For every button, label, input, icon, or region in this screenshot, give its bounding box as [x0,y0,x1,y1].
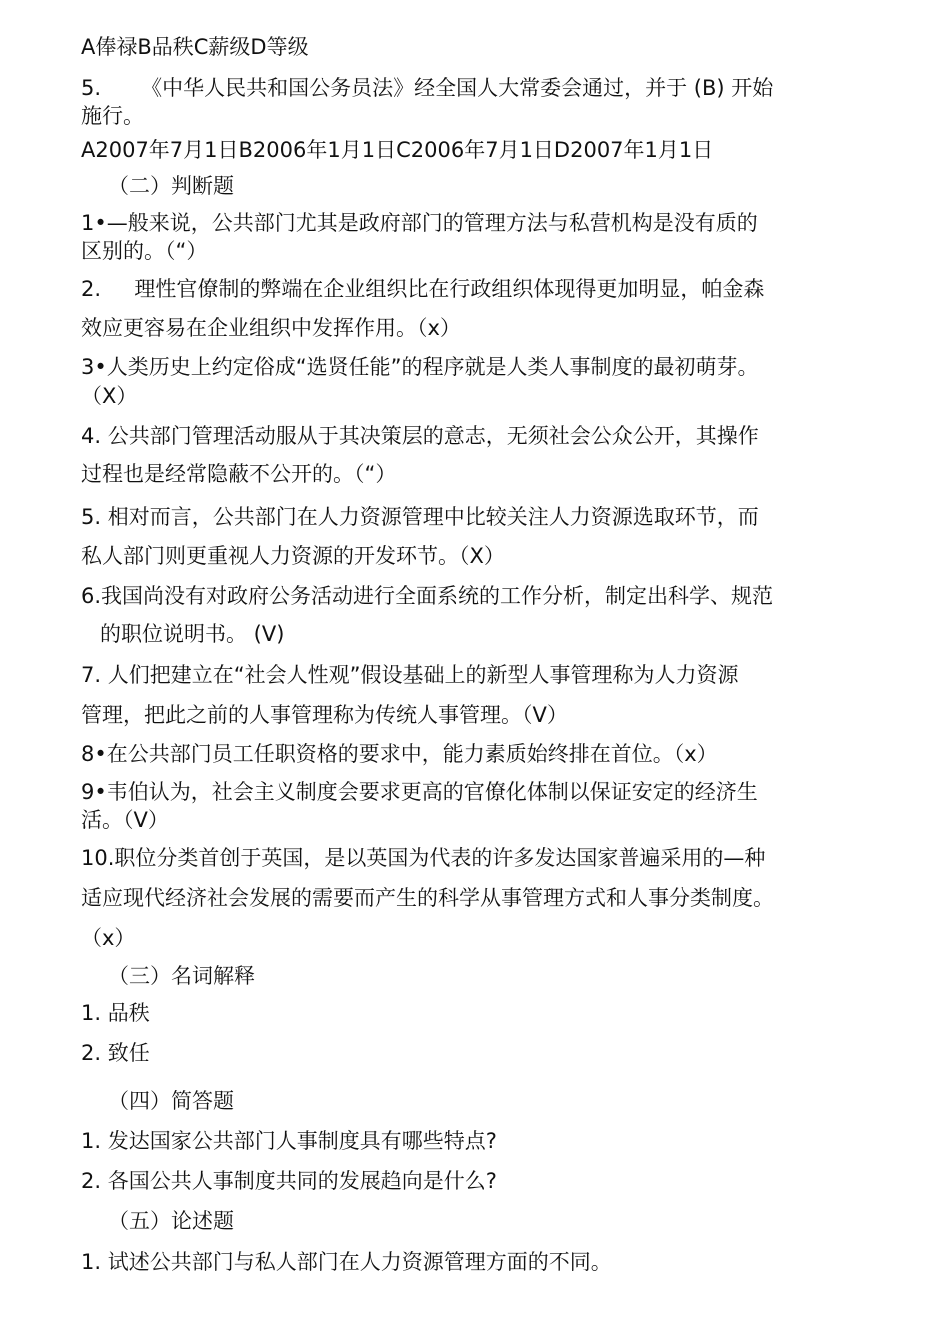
judgement-8-line-1: 8•在公共部门员工任职资格的要求中，能力素质始终排在首位。（x） [81,742,718,766]
essay-1: 1. 试述公共部门与私人部门在人力资源管理方面的不同。 [81,1250,612,1274]
judgement-10-line-3: （x） [81,926,136,950]
judgement-6-line-1: 6.我国尚没有对政府公务活动进行全面系统的工作分析，制定出科学、规范 [81,584,774,608]
question-5-line-1: 5. 《中华人民共和国公务员法》经全国人大常委会通过，并于 (B) 开始 [81,76,774,100]
short-answer-1: 1. 发达国家公共部门人事制度具有哪些特点? [81,1129,497,1153]
question-5-options: A2007年7月1日B2006年1月1日C2006年7月1日D2007年1月1日 [81,138,714,162]
judgement-5-line-1: 5. 相对而言，公共部门在人力资源管理中比较关注人力资源选取环节，而 [81,505,759,529]
judgement-4-line-2: 过程也是经常隐蔽不公开的。（“） [81,462,397,486]
question-5-line-2: 施行。 [81,104,144,128]
judgement-4-line-1: 4. 公共部门管理活动服从于其决策层的意志，无须社会公众公开，其操作 [81,424,759,448]
judgement-1-line-1: 1•—般来说，公共部门尤其是政府部门的管理方法与私营机构是没有质的 [81,211,758,235]
term-2: 2. 致任 [81,1041,150,1065]
section-heading-short-answer: （四）简答题 [108,1089,234,1113]
section-heading-terms: （三）名词解释 [108,964,255,988]
section-heading-judgement: （二）判断题 [108,174,234,198]
short-answer-2: 2. 各国公共人事制度共同的发展趋向是什么? [81,1169,497,1193]
judgement-2-line-2: 效应更容易在企业组织中发挥作用。（x） [81,316,461,340]
judgement-9-line-1: 9•韦伯认为，社会主义制度会要求更高的官僚化体制以保证安定的经济生 [81,780,758,804]
judgement-7-line-1: 7. 人们把建立在“社会人性观”假设基础上的新型人事管理称为人力资源 [81,663,739,687]
section-heading-essay: （五）论述题 [108,1209,234,1233]
judgement-7-line-2: 管理，把此之前的人事管理称为传统人事管理。（V） [81,703,568,727]
term-1: 1. 品秩 [81,1001,150,1025]
judgement-3-line-2: （X） [81,384,138,408]
judgement-6-line-2: 的职位说明书。 (V) [100,622,285,646]
judgement-3-line-1: 3•人类历史上约定俗成“选贤任能”的程序就是人类人事制度的最初萌芽。 [81,355,759,379]
options-line: A俸禄B品秩C薪级D等级 [81,35,309,59]
judgement-9-line-2: 活。（V） [81,808,169,832]
judgement-5-line-2: 私人部门则更重视人力资源的开发环节。（X） [81,544,505,568]
judgement-10-line-1: 10.职位分类首创于英国，是以英国为代表的许多发达国家普遍采用的—种 [81,846,766,870]
judgement-1-line-2: 区别的。（“） [81,239,208,263]
judgement-10-line-2: 适应现代经济社会发展的需要而产生的科学从事管理方式和人事分类制度。 [81,886,774,910]
judgement-2-line-1: 2. 理性官僚制的弊端在企业组织比在行政组织体现得更加明显，帕金森 [81,277,765,301]
